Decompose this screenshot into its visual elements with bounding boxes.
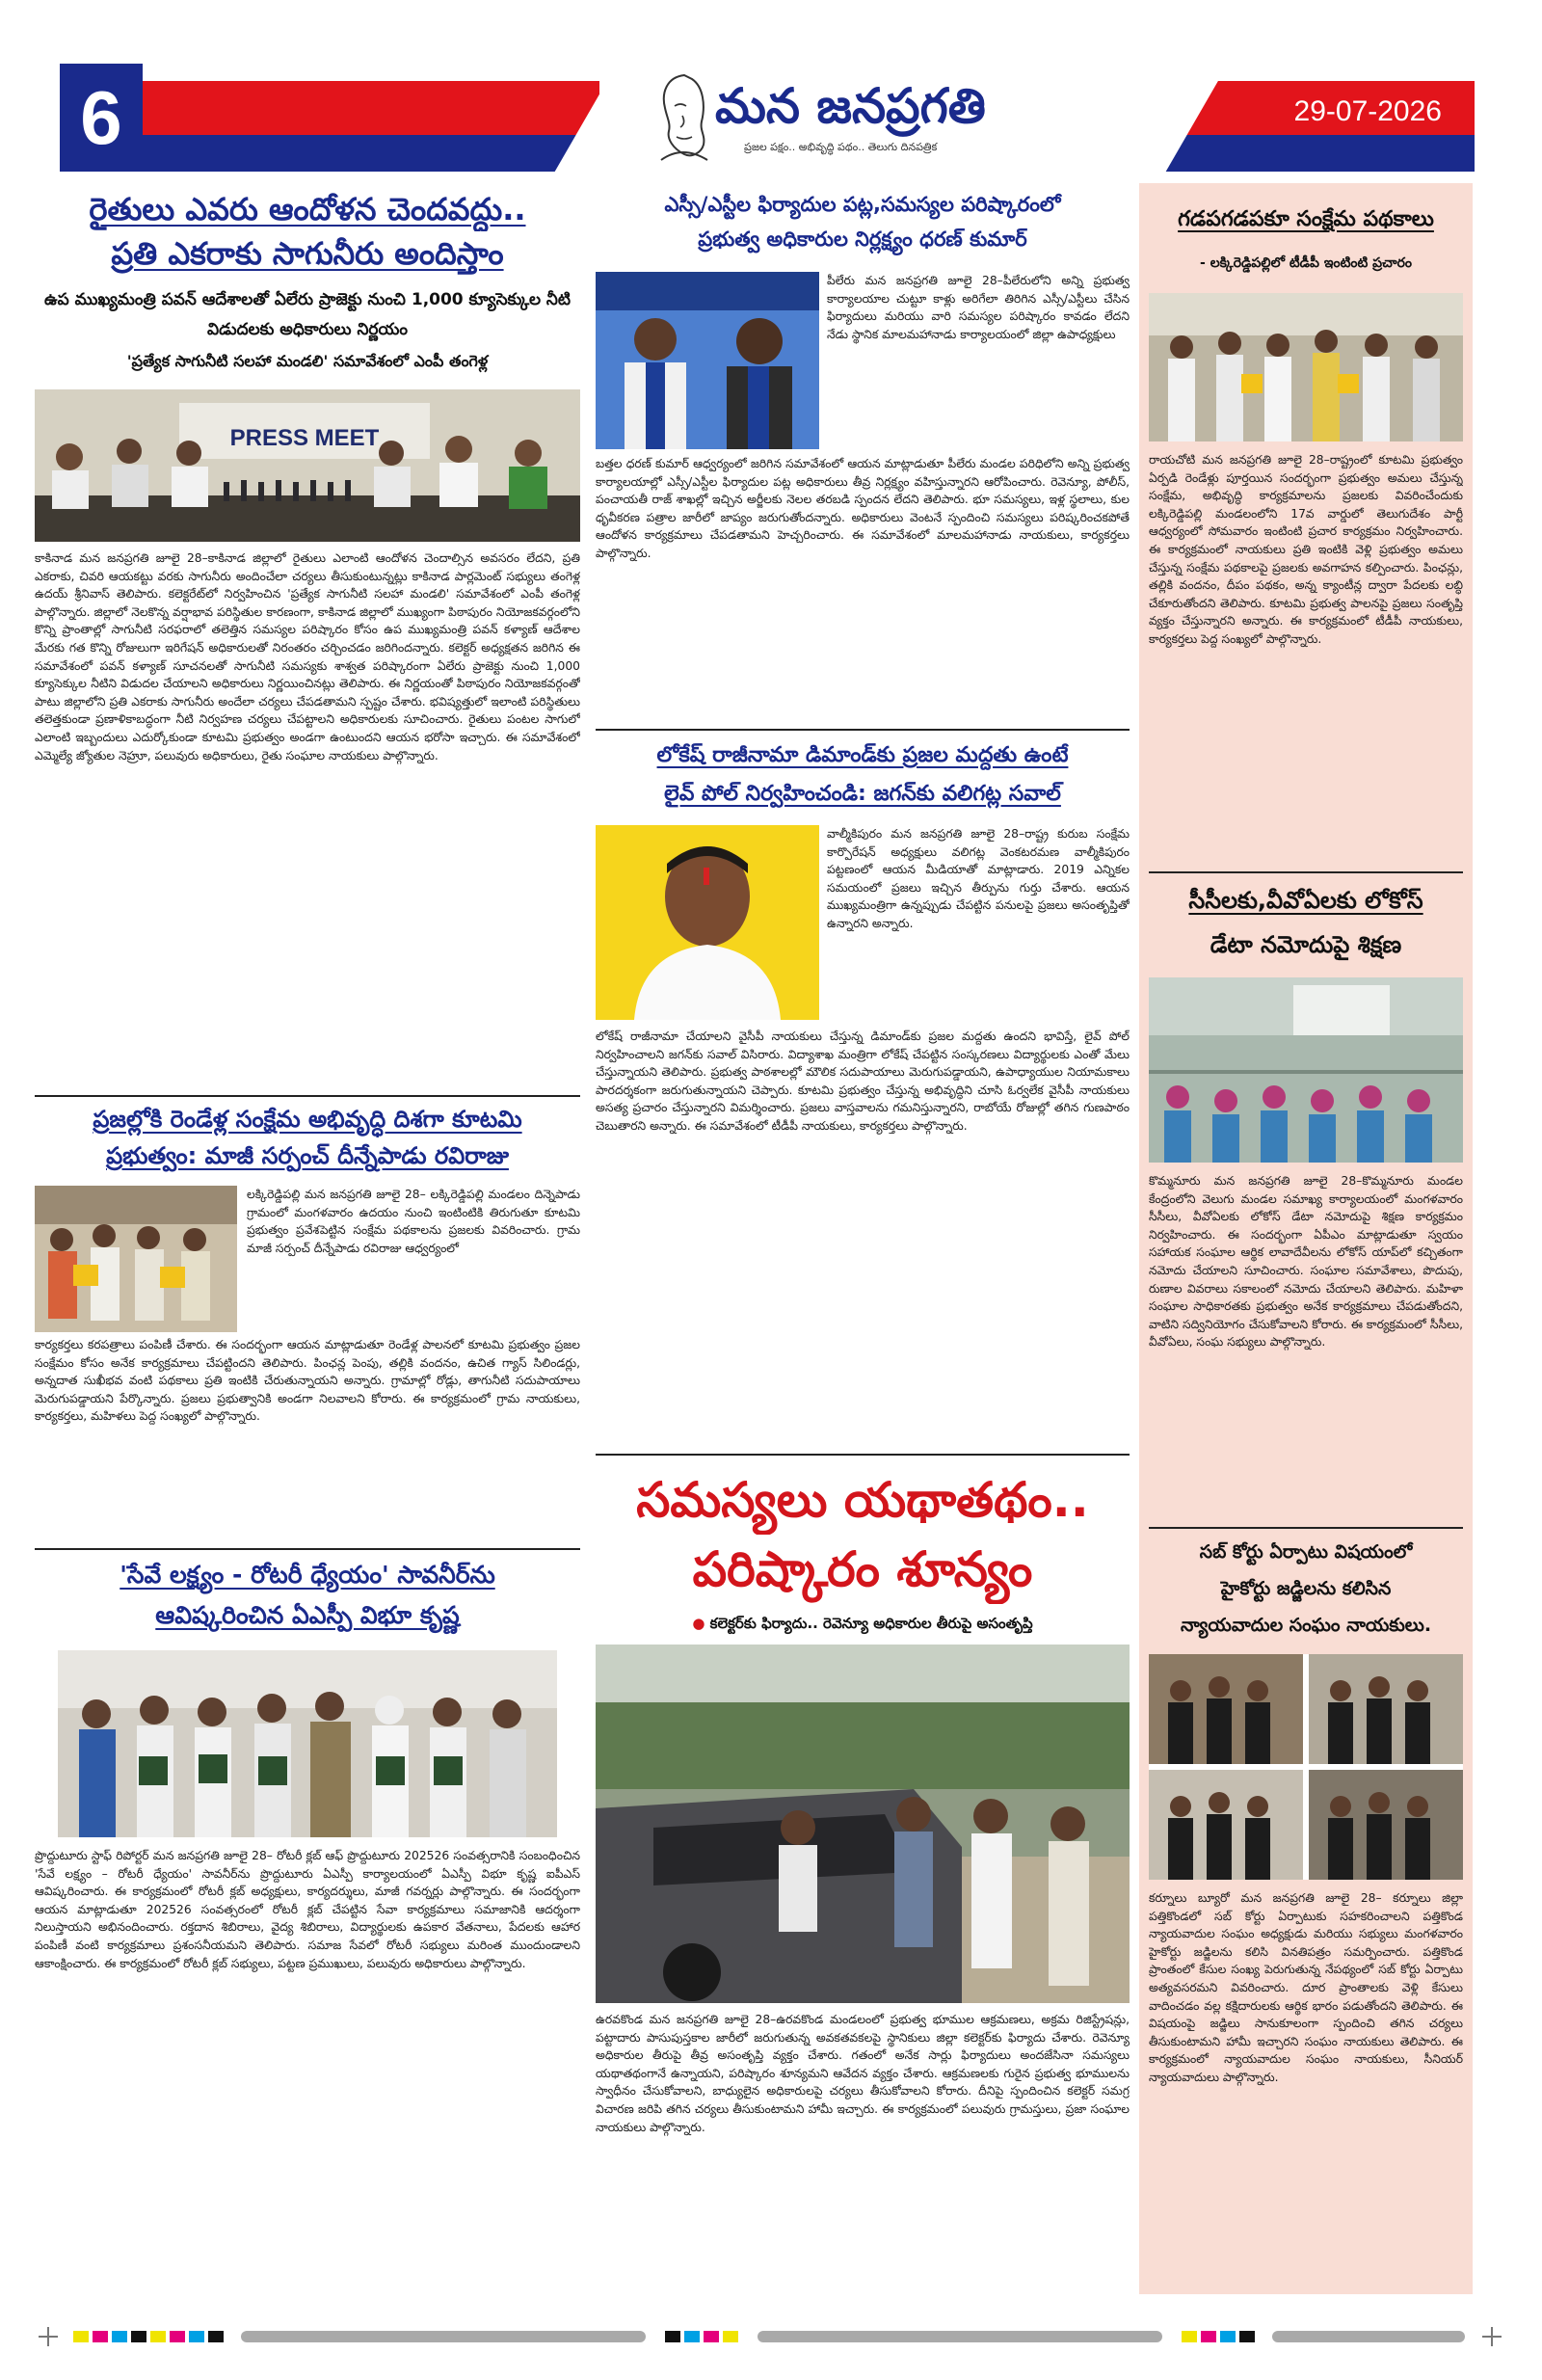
leader-portrait-icon [596, 272, 819, 449]
masthead-band-left [143, 64, 625, 172]
article-welfare-side: లక్కిరెడ్డిపల్లి మన జనప్రగతి జూలై 28– లక్కిరెడ్డిపల్లి మండలం దిన్నెపాడు గ్రామంలో మంగళవారం ఉదయం నుంచి ఇంటింటికి తిరుగుతూ కూటమి ప్రభుత్వం ప్రవేశపెట్టిన సంక్షేమ పథకాలను ప్రజలకు వివరించారు. గ్రామ మాజీ సర్పంచ్ దీన్నేపాడు రవిరాజు ఆధ్వర్యంలో [247, 1188, 580, 1255]
crosshair-icon [39, 2327, 58, 2346]
car-window-complaint-icon [596, 1645, 1130, 2003]
collector-complaint-photo [596, 1645, 1130, 2003]
magenta-swatch [93, 2331, 108, 2342]
speaker-portrait-icon [596, 825, 819, 1020]
magenta-swatch [704, 2331, 719, 2342]
welfare-campaign-photo [35, 1186, 237, 1332]
headline-rotary-2: ఆవిష్కరించిన ఏఎస్పీ విభూ కృష్ణ [155, 1601, 460, 1629]
yellow-swatch [73, 2331, 89, 2342]
cyan-swatch [684, 2331, 700, 2342]
issue-date: 29-07-2026 [1293, 95, 1442, 127]
magenta-swatch [1201, 2331, 1216, 2342]
cyan-swatch [1220, 2331, 1236, 2342]
headline-lokos-1: సీసీలకు,వీవోఏలకు లోకోస్ [1188, 887, 1423, 914]
headline-subcourt-1: సబ్ కోర్టు ఏర్పాటు విషయంలో [1199, 1541, 1413, 1563]
black-swatch [665, 2331, 680, 2342]
headline-subcourt-3: న్యాయవాదుల సంఘం నాయకులు. [1180, 1615, 1432, 1636]
divider [596, 1454, 1130, 1456]
headline-lokesh-2: లైవ్ పోల్ నిర్వహించండి: జగన్‌కు వలిగట్ల సవాల్ [664, 782, 1061, 806]
headline-subcourt-2: హైకోర్టు జడ్జిలను కలిసిన [1220, 1578, 1392, 1599]
party-workers-icon [1149, 293, 1463, 441]
headline-sc-st-1: ఎస్సీ/ఎస్టీల ఫిర్యాదుల పట్ల,సమస్యల పరిష్కారంలో [664, 193, 1061, 216]
headline-welfare-2: ప్రభుత్వం: మాజీ సర్పంచ్ దీన్నేపాడు రవిరాజు [106, 1142, 509, 1169]
article-lokesh-body: లోకేష్ రాజీనామా చేయాలని వైసీపీ నాయకులు చేస్తున్న డిమాండ్‌కు ప్రజల మద్దతు ఉందని భావిస్తే, లైవ్ పోల్ నిర్వహించాలని జగన్‌కు సవాల్ విసిరారు. విద్యాశాఖ మంత్రిగా లోకేష్ చేపట్టిన సంస్కరణలు విద్యార్థులకు ఎంతో మేలు చేస్తున్నాయని తెలిపారు. ప్రభుత్వ పాఠశాలల్లో మౌలిక సదుపాయాలు మెరుగుపడ్డాయని, ఉపాధ్యాయుల నియామకాలు పారదర్శకంగా జరుగుతున్నాయని చెప్పారు. కూటమి ప్రభుత్వం చేస్తున్న అభివృద్ధిని చూసి ఓర్వలేక వైసీపీ నాయకులు అసత్య ప్రచారం చేస్తున్నారని విమర్శించారు. ప్రజలు వాస్తవాలను గమనిస్తున్నారని, రాబోయే రోజుల్లో తగిన గుణపాఠం చెబుతారని అన్నారు. ఈ సమావేశంలో టీడీపీ నాయకులు, కార్యకర్తలు పాల్గొన్నారు. [596, 1030, 1130, 1133]
yellow-swatch [723, 2331, 738, 2342]
sc-st-leader-photo [596, 272, 819, 449]
headline-welfare-1: ప్రజల్లోకి రెండేళ్ల సంక్షేమ అభివృద్ధి దిశగా కూటమి [93, 1106, 522, 1133]
headline-sc-st-2: ప్రభుత్వ అధికారుల నిర్లక్ష్యం ధరణ్ కుమార్ [698, 227, 1027, 251]
deck-farmers-2: 'ప్రత్యేక సాగునీటి సలహా మండలి' సమావేశంలో ఎంపీ తంగెళ్ల [126, 352, 489, 370]
paper-name: మన జనప్రగతి [715, 77, 986, 134]
print-registration-strip [39, 2327, 1503, 2346]
deck-farmers-1: ఉప ముఖ్యమంత్రి పవన్ ఆదేశాలతో ఏలేరు ప్రాజెక్టు నుంచి 1,000 క్యూసెక్కుల నీటి విడుదలకు అధికారులు నిర్ణయం [44, 290, 571, 339]
page-number: 6 [60, 64, 143, 172]
valigatla-portrait-photo [596, 825, 819, 1020]
left-column [35, 183, 580, 2294]
founder-portrait-icon [648, 67, 715, 164]
black-swatch [208, 2331, 224, 2342]
divider [35, 1095, 580, 1097]
press-meet-photo [35, 389, 580, 542]
bullet-icon: ● [692, 1615, 705, 1632]
headline-problems-2: పరిష్కారం శూన్యం [692, 1541, 1033, 1597]
middle-column [596, 183, 1130, 2294]
yellow-swatch [1182, 2331, 1197, 2342]
right-column [1139, 183, 1473, 2294]
article-door-to-door-body: రాయచోటి మన జనప్రగతి జూలై 28–రాష్ట్రంలో కూటమి ప్రభుత్వం ఏర్పడి రెండేళ్లు పూర్తయిన సందర్భంగా ప్రభుత్వం అమలు చేస్తున్న సంక్షేమ, అభివృద్ధి కార్యక్రమాలను ప్రజలకు వివరించేందుకు లక్కిరెడ్డిపల్లి మండలంలోని 17వ వార్డులో తెలుగుదేశం పార్టీ ఆధ్వర్యంలో సోమవారం ఇంటింటి ప్రచార కార్యక్రమం నిర్వహించారు. ఈ కార్యక్రమంలో నాయకులు ప్రతి ఇంటికి వెళ్లి ప్రభుత్వం అమలు చేస్తున్న సంక్షేమ పథకాలపై ప్రజలకు అవగాహన కల్పించారు. పింఛన్లు, తల్లికి వందనం, దీపం పథకం, అన్న క్యాంటీన్ల ద్వారా పేదలకు లబ్ధి చేకూరుతోందని తెలిపారు. కూటమి ప్రభుత్వ పాలనపై ప్రజలు సంతృప్తి వ్యక్తం చేస్తున్నారని అన్నారు. ఈ కార్యక్రమంలో టీడీపీ నాయకులు, కార్యకర్తలు పెద్ద సంఖ్యలో పాల్గొన్నారు. [1149, 453, 1463, 646]
grey-gradient-bar [1272, 2331, 1465, 2342]
headline-lokos-2: డేటా నమోదుపై శిక్షణ [1210, 931, 1402, 958]
campaign-group-icon [35, 1186, 237, 1332]
cyan-swatch [189, 2331, 204, 2342]
headline-farmers-1: రైతులు ఎవరు ఆందోళన చెందవద్దు.. [89, 191, 526, 227]
deck-door-to-door: - లక్కిరెడ్డిపల్లిలో టీడీపీ ఇంటింటి ప్రచారం [1200, 255, 1412, 271]
headline-door-to-door: గడపగడపకూ సంక్షేమ పథకాలు [1178, 207, 1434, 231]
press-meet-banner: PRESS MEET [229, 425, 380, 451]
crosshair-icon [1482, 2327, 1502, 2346]
training-session-icon [1149, 977, 1463, 1163]
paper-logo [599, 64, 1081, 172]
magenta-swatch [170, 2331, 185, 2342]
article-sc-st-body: బత్తల ధరణ్ కుమార్ ఆధ్వర్యంలో జరిగిన సమావేశంలో ఆయన మాట్లాడుతూ పీలేరు మండల పరిధిలోని అన్ని ప్రభుత్వ కార్యాలయాల్లో ఎస్సీ/ఎస్టీల ఫిర్యాదుల పట్ల అధికారులు తీవ్ర నిర్లక్ష్యం వహిస్తున్నారని ఆరోపించారు. రెవెన్యూ, పోలీస్, పంచాయతీ రాజ్ శాఖల్లో ఇచ్చిన అర్జీలకు నెలల తరబడి స్పందన లేదని తెలిపారు. భూ సమస్యలు, ఇళ్ల స్థలాలు, కుల ధృవీకరణ పత్రాల జారీలో జాప్యం జరుగుతోందన్నారు. అధికారులు వెంటనే స్పందించి సమస్యలు పరిష్కరించకపోతే ఆందోళన కార్యక్రమాలు చేపడతామని హెచ్చరించారు. ఈ సమావేశంలో మాలమహానాడు నాయకులు, కార్యకర్తలు పాల్గొన్నారు. [596, 457, 1130, 560]
paper-tagline: ప్రజల పక్షం.. అభివృద్ధి పథం.. తెలుగు దినపత్రిక [744, 141, 938, 153]
cyan-swatch [112, 2331, 127, 2342]
masthead [60, 64, 1475, 172]
lawyers-collage-icon [1149, 1654, 1463, 1880]
souvenir-release-icon [58, 1650, 557, 1837]
black-swatch [1239, 2331, 1255, 2342]
article-farmers-body: కాకినాడ మన జనప్రగతి జూలై 28–కాకినాడ జిల్లాలో రైతులు ఎలాంటి ఆందోళన చెందాల్సిన అవసరం లేదని, ప్రతి ఎకరాకు, చివరి ఆయకట్టు వరకు సాగునీరు అందించేలా చర్యలు తీసుకుంటున్నట్లు కాకినాడ పార్లమెంట్ సభ్యులు తంగెళ్ల ఉదయ్ శ్రీనివాస్ తెలిపారు. కలెక్టరేట్‌లో నిర్వహించిన 'ప్రత్యేక సాగునీటి సలహా మండలి' సమావేశంలో ఎంపీ తంగెళ్ల పాల్గొన్నారు. జిల్లాలో నెలకొన్న వర్షాభావ పరిస్థితుల కారణంగా, కాకినాడ జిల్లాలో ముఖ్యంగా పిఠాపురం నియోజకవర్గంలోని కొన్ని ప్రాంతాల్లో సాగునీటి సరఫరాలో తలెత్తిన సమస్యల పరిష్కారం కోసం ఉప ముఖ్యమంత్రి పవన్ కళ్యాణ్ ఆదేశాల మేరకు గత కొన్ని రోజులుగా ఇరిగేషన్ అధికారులతో నిరంతరం చర్చించడం జరిగిందన్నారు. కలెక్టర్ అధ్యక్షతన జరిగిన ఈ సమావేశంలో పవన్ కళ్యాణ్ సూచనలతో సాగునీటి సమస్యకు శాశ్వత పరిష్కారంగా ఏలేరు ప్రాజెక్టు నుంచి 1,000 క్యూసెక్కుల నీటిని విడుదల చేయాలని అధికారులు నిర్ణయించినట్లు తెలిపారు. ఈ నిర్ణయంతో పిఠాపురం నియోజకవర్గంతో పాటు జిల్లాలోని ప్రతి ఎకరాకు సాగునీరు అందేలా చర్యలు చేపడతామని స్పష్టం చేశారు. భవిష్యత్తులో ఇలాంటి పరిస్థితులు తలెత్తకుండా ప్రణాళికాబద్ధంగా నీటి నిర్వహణ చర్యలు చేపట్టాలని అధికారులకు సూచించారు. రైతులు పంటల సాగులో ఎలాంటి ఇబ్బందులు ఎదుర్కోకుండా కూటమి ప్రభుత్వం అండగా ఉంటుందని ఆయన భరోసా ఇచ్చారు. ఈ సమావేశంలో ఎమ్మెల్యే జ్యోతుల నెహ్రూ, పలువురు అధికారులు, రైతు సంఘాల నాయకులు పాల్గొన్నారు. [35, 551, 580, 762]
grey-gradient-bar [241, 2331, 646, 2342]
divider [1149, 1527, 1463, 1529]
deck-problems-text: కలెక్టర్‌కు ఫిర్యాదు.. రెవెన్యూ అధికారుల తీరుపై అసంతృప్తి [709, 1615, 1033, 1632]
article-rotary-body: ప్రొద్దుటూరు స్టాఫ్ రిపోర్టర్ మన జనప్రగతి జూలై 28– రోటరీ క్లబ్ ఆఫ్ ప్రొద్దుటూరు 202526 సంవత్సరానికి సంబంధించిన 'సేవే లక్ష్యం – రోటరీ ధ్యేయం' సావనీర్‌ను ప్రొద్దుటూరు ఏఎస్పీ కార్యాలయంలో ఏఎస్పీ విభూ కృష్ణ ఐపీఎస్ ఆవిష్కరించారు. ఈ కార్యక్రమంలో రోటరీ క్లబ్ అధ్యక్షులు, కార్యదర్శులు, మాజీ గవర్నర్లు పాల్గొన్నారు. ఈ సందర్భంగా ఆయన మాట్లాడుతూ 202526 సంవత్సరంలో రోటరీ క్లబ్ చేపట్టిన సేవా కార్యక్రమాలు సమాజానికి ఆదర్శంగా నిలుస్తాయని అభినందించారు. రక్తదాన శిబిరాలు, వైద్య శిబిరాలు, విద్యార్థులకు ఉపకార వేతనాలు, పేదలకు ఆహార పంపిణీ వంటి కార్యక్రమాలు ప్రశంసనీయమని తెలిపారు. సమాజ సేవలో రోటరీ సభ్యులు మరింత ముందుండాలని ఆకాంక్షించారు. ఈ కార్యక్రమంలో రోటరీ క్లబ్ సభ్యులు, పట్టణ ప్రముఖులు, పలువురు అధికారులు పాల్గొన్నారు. [35, 1849, 580, 1970]
deck-problems [596, 1610, 1130, 1637]
headline-rotary-1: 'సేవే లక్ష్యం - రోటరీ ధ్యేయం' సావనీర్‌ను [120, 1561, 495, 1589]
door-to-door-photo [1149, 293, 1463, 441]
lokos-training-photo [1149, 977, 1463, 1163]
yellow-swatch [150, 2331, 166, 2342]
divider [1149, 871, 1463, 873]
article-welfare-body: కార్యకర్తలు కరపత్రాలు పంపిణీ చేశారు. ఈ సందర్భంగా ఆయన మాట్లాడుతూ రెండేళ్ల పాలనలో కూటమి ప్రభుత్వం ప్రజల సంక్షేమం కోసం అనేక కార్యక్రమాలు చేపట్టిందని తెలిపారు. పింఛన్ల పెంపు, తల్లికి వందనం, ఉచిత గ్యాస్ సిలిండర్లు, అన్నదాత సుఖీభవ వంటి పథకాలు ప్రతి ఇంటికి చేరుతున్నాయని అన్నారు. గ్రామాల్లో రోడ్లు, తాగునీటి సదుపాయాలు మెరుగుపడ్డాయని పేర్కొన్నారు. ప్రజలు ప్రభుత్వానికి అండగా నిలవాలని కోరారు. ఈ కార్యక్రమంలో గ్రామ నాయకులు, కార్యకర్తలు, మహిళలు పెద్ద సంఖ్యలో పాల్గొన్నారు. [35, 1338, 580, 1424]
headline-farmers-2: ప్రతి ఎకరాకు సాగునీరు అందిస్తాం [111, 235, 504, 272]
article-sc-st-side: పీలేరు మన జనప్రగతి జూలై 28–పీలేరులోని అన్ని ప్రభుత్వ కార్యాలయాల చుట్టూ కాళ్లు అరిగేలా తిరిగిన ఎస్సీ/ఎస్టీలు చేసిన ఫిర్యాదులు మరియు వారి సమస్యల పరిష్కారం కావడం లేదని నేడు స్థానిక మాలమహానాడు కార్యాలయంలో జిల్లా ఉపాధ్యక్షులు [827, 274, 1130, 341]
divider [596, 729, 1130, 731]
divider [35, 1548, 580, 1550]
article-lokesh-side: వాల్మీకిపురం మన జనప్రగతి జూలై 28–రాష్ట్ర కురుబ సంక్షేమ కార్పొరేషన్ అధ్యక్షులు వలిగట్ల వెంకటరమణ వాల్మీకిపురం పట్టణంలో ఆయన మీడియాతో మాట్లాడారు. 2019 ఎన్నికల సమయంలో ప్రజలు ఇచ్చిన తీర్పును గుర్తు చేశారు. ఆయన ముఖ్యమంత్రిగా ఉన్నప్పుడు చేపట్టిన పనులపై ప్రజలు అసంతృప్తితో ఉన్నారని అన్నారు. [827, 827, 1130, 930]
press-meet-scene-icon [35, 389, 580, 542]
headline-lokesh-1: లోకేష్ రాజీనామా డిమాండ్‌కు ప్రజల మద్దతు ఉంటే [656, 743, 1069, 767]
black-swatch [131, 2331, 146, 2342]
high-court-meeting-photo [1149, 1654, 1463, 1880]
grey-gradient-bar [758, 2331, 1162, 2342]
article-lokos-body: కొమ్మనూరు మన జనప్రగతి జూలై 28–కొమ్మనూరు మండల కేంద్రంలోని వెలుగు మండల సమాఖ్య కార్యాలయంలో మంగళవారం సీసీలు, వీవోఏలకు లోకోస్ డేటా నమోదుపై శిక్షణ కార్యక్రమం నిర్వహించారు. ఈ సందర్భంగా ఏపీఎం మాట్లాడుతూ స్వయం సహాయక సంఘాల ఆర్థిక లావాదేవీలను లోకోస్ యాప్‌లో కచ్చితంగా నమోదు చేయాలని సూచించారు. సంఘాల సమావేశాలు, పొదుపు, రుణాల వివరాలు సకాలంలో నమోదు చేయాలని తెలిపారు. మహిళా సంఘాల సాధికారతకు ప్రభుత్వం అనేక కార్యక్రమాలు చేపడుతోందని, వాటిని సద్వినియోగం చేసుకోవాలని కోరారు. ఈ కార్యక్రమంలో సీసీలు, వీవోఏలు, సంఘ సభ్యులు పాల్గొన్నారు. [1149, 1174, 1463, 1350]
article-problems-body: ఉరవకొండ మన జనప్రగతి జూలై 28–ఉరవకొండ మండలంలో ప్రభుత్వ భూముల ఆక్రమణలు, అక్రమ రిజిస్ట్రేషన్లు, పట్టాదారు పాసుపుస్తకాల జారీలో జరుగుతున్న అవకతవకలపై స్థానికులు జిల్లా కలెక్టర్‌కు ఫిర్యాదు చేశారు. రెవెన్యూ అధికారుల తీరుపై తీవ్ర అసంతృప్తి వ్యక్తం చేశారు. గతంలో అనేక సార్లు ఫిర్యాదులు అందజేసినా సమస్యలు యథాతథంగానే ఉన్నాయని, పరిష్కారం శూన్యమని ఆవేదన వ్యక్తం చేశారు. ఆక్రమణలకు గురైన ప్రభుత్వ భూములను స్వాధీనం చేసుకోవాలని, బాధ్యులైన అధికారులపై చర్యలు తీసుకోవాలని కోరారు. దీనిపై స్పందించిన కలెక్టర్ సమగ్ర విచారణ జరిపి తగిన చర్యలు తీసుకుంటామని హామీ ఇచ్చారు. ఈ కార్యక్రమంలో పలువురు గ్రామస్తులు, ప్రజా సంఘాల నాయకులు పాల్గొన్నారు. [596, 2013, 1130, 2134]
article-subcourt-body: కర్నూలు బ్యూరో మన జనప్రగతి జూలై 28– కర్నూలు జిల్లా పత్తికొండలో సబ్ కోర్టు ఏర్పాటుకు సహకరించాలని పత్తికొండ న్యాయవాదుల సంఘం అధ్యక్షుడు మరియు సభ్యులు మంగళవారం హైకోర్టు జడ్జిలను కలిసి వినతిపత్రం సమర్పించారు. పత్తికొండ ప్రాంతంలో కేసుల సంఖ్య పెరుగుతున్న నేపథ్యంలో సబ్ కోర్టు ఏర్పాటు అత్యవసరమని వివరించారు. దూర ప్రాంతాలకు వెళ్లి కేసులు వాదించడం వల్ల కక్షిదారులకు ఆర్థిక భారం పడుతోందని తెలిపారు. ఈ విషయంపై జడ్జిలు సానుకూలంగా స్పందించి తగిన చర్యలు తీసుకుంటామని హామీ ఇచ్చారని సంఘం నాయకులు తెలిపారు. ఈ కార్యక్రమంలో న్యాయవాదుల సంఘం నాయకులు, సీనియర్ న్యాయవాదులు పాల్గొన్నారు. [1149, 1891, 1463, 2084]
rotary-souvenir-photo [58, 1650, 557, 1837]
headline-problems-1: సమస్యలు యథాతథం.. [636, 1472, 1089, 1528]
